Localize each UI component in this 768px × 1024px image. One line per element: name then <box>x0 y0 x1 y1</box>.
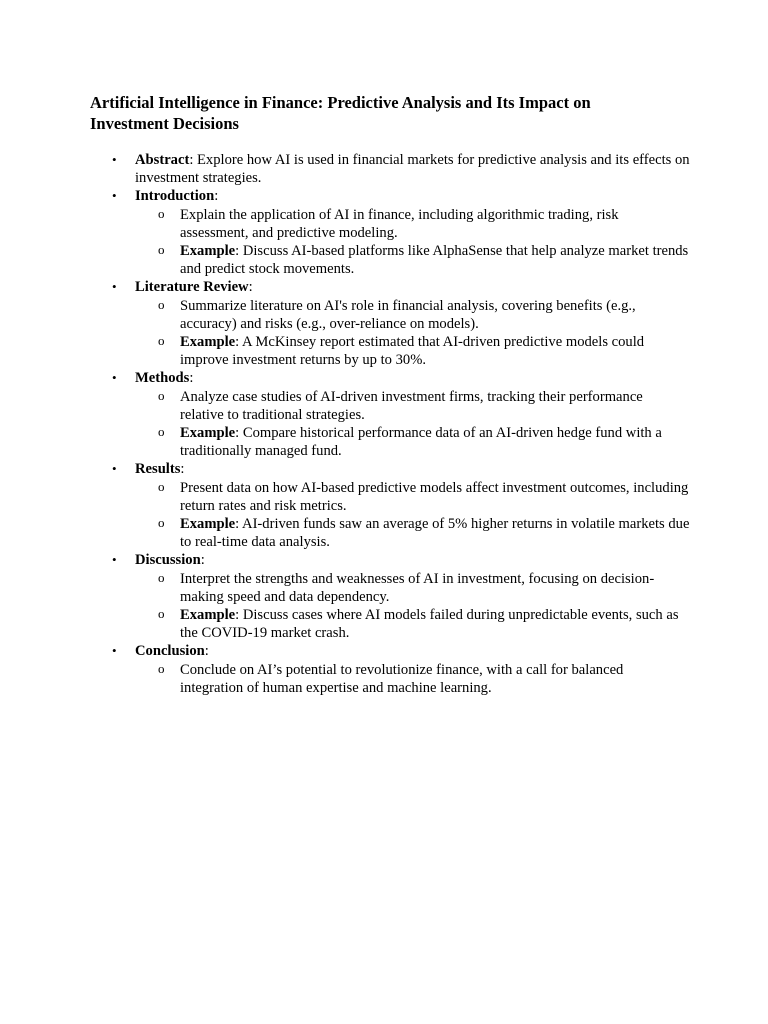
example-label: Example <box>180 334 236 351</box>
section-text: : Explore how AI is used in financial markets for predictive analysis and its effects on investment strategies. <box>135 152 690 187</box>
sub-bullet-icon: o <box>158 515 165 531</box>
section-text: : <box>214 188 219 205</box>
sub-item-text: Present data on how AI-based predictive models affect investment outcomes, including return rates and risk metrics. <box>180 479 689 514</box>
example-item <box>135 424 690 460</box>
example-item <box>135 333 690 369</box>
example-item <box>135 606 690 642</box>
sub-item <box>135 297 690 333</box>
sub-list <box>135 297 690 370</box>
sub-bullet-icon: o <box>158 424 165 440</box>
example-label: Example <box>180 516 236 533</box>
section-results <box>90 460 690 551</box>
section-text: : <box>204 643 209 660</box>
sub-bullet-icon: o <box>158 606 165 622</box>
sub-item <box>135 388 690 424</box>
section-methods <box>90 369 690 460</box>
sub-bullet-icon: o <box>158 569 165 585</box>
document-title: Artificial Intelligence in Finance: Predictive Analysis and Its Impact on Investment Decisions <box>90 93 591 133</box>
sub-item <box>135 570 690 606</box>
section-introduction <box>90 187 690 278</box>
bullet-icon: • <box>112 188 117 204</box>
sub-bullet-icon: o <box>158 387 165 403</box>
sub-bullet-icon: o <box>158 660 165 676</box>
example-text: : Discuss cases where AI models failed during unpredictable events, such as the COVID-19 market crash. <box>180 607 679 642</box>
section-text: : <box>189 370 194 387</box>
section-conclusion <box>90 642 690 697</box>
section-abstract <box>90 151 690 187</box>
bullet-icon: • <box>112 552 117 568</box>
sub-list <box>135 570 690 643</box>
section-text: : <box>180 461 185 478</box>
sub-list <box>135 479 690 552</box>
sub-item-text: Interpret the strengths and weaknesses of AI in investment, focusing on decision-making speed and data dependency. <box>180 570 655 605</box>
section-heading: Literature Review <box>135 279 249 296</box>
example-item <box>135 515 690 551</box>
sub-bullet-icon: o <box>158 205 165 221</box>
outline-list <box>90 151 690 697</box>
sub-bullet-icon: o <box>158 478 165 494</box>
section-text: : <box>200 552 205 569</box>
bullet-icon: • <box>112 461 117 477</box>
section-heading: Discussion <box>135 552 201 569</box>
example-label: Example <box>180 425 236 442</box>
sub-item <box>135 206 690 242</box>
section-discussion <box>90 551 690 642</box>
sub-item-text: Conclude on AI’s potential to revolutionize finance, with a call for balanced integration of human expertise and machine learning. <box>180 661 624 696</box>
example-label: Example <box>180 243 236 260</box>
sub-list <box>135 206 690 279</box>
example-text: : Discuss AI-based platforms like AlphaSense that help analyze market trends and predict stock movements. <box>180 243 689 278</box>
sub-item <box>135 661 690 697</box>
bullet-icon: • <box>112 279 117 295</box>
example-label: Example <box>180 607 236 624</box>
section-heading: Methods <box>135 370 190 387</box>
sub-item-text: Analyze case studies of AI-driven investment firms, tracking their performance relative to traditional strategies. <box>180 388 643 423</box>
section-text: : <box>248 279 253 296</box>
section-literature-review <box>90 278 690 369</box>
example-text: : Compare historical performance data of an AI-driven hedge fund with a traditionally managed fund. <box>180 425 662 460</box>
sub-item-text: Summarize literature on AI's role in financial analysis, covering benefits (e.g., accuracy) and risks (e.g., over-reliance on models). <box>180 297 636 332</box>
sub-item <box>135 479 690 515</box>
example-text: : AI-driven funds saw an average of 5% higher returns in volatile markets due to real-time data analysis. <box>180 516 690 551</box>
example-item <box>135 242 690 278</box>
section-heading: Abstract <box>135 152 190 168</box>
sub-bullet-icon: o <box>158 242 165 258</box>
example-text: : A McKinsey report estimated that AI-driven predictive models could improve investment returns by up to 30%. <box>180 334 645 369</box>
sub-bullet-icon: o <box>158 296 165 312</box>
sub-list <box>135 388 690 461</box>
section-heading: Conclusion <box>135 643 205 660</box>
bullet-icon: • <box>112 152 117 167</box>
sub-item-text: Explain the application of AI in finance, including algorithmic trading, risk assessment, and predictive modeling. <box>180 206 619 241</box>
section-heading: Introduction <box>135 188 215 205</box>
bullet-icon: • <box>112 643 117 659</box>
bullet-icon: • <box>112 370 117 386</box>
sub-list <box>135 661 690 697</box>
section-heading: Results <box>135 461 181 478</box>
sub-bullet-icon: o <box>158 333 165 349</box>
